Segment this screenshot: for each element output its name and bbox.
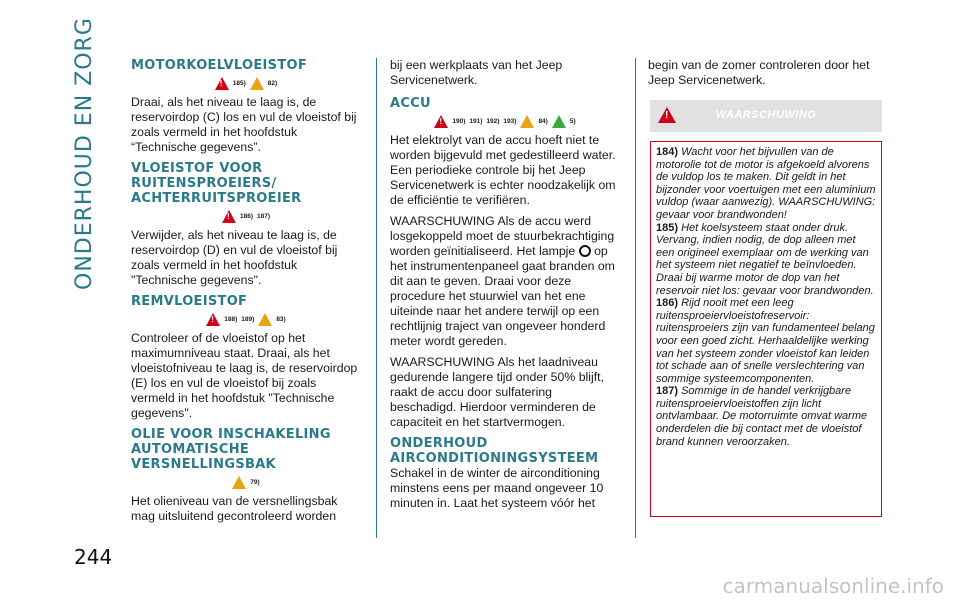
warning-text: Wacht voor het bijvullen van de motorolie tot de motor is afgekoeld alvorens de vuldop los te maken. Dit geldt in het bijzonder voor voertuigen met een aluminium vuldop (waar aanwezig). WAARSCHUWING: gevaar voor brandwonden! [656, 146, 876, 221]
reference-icons [131, 474, 361, 490]
reference-icons [131, 75, 361, 91]
watermark: carmanualsonline.info [722, 574, 944, 598]
ref-number: 5) [569, 117, 576, 125]
ref-number: 84) [538, 117, 548, 125]
side-section-title [72, 17, 112, 300]
page-number: 244 [74, 545, 113, 569]
paragraph: bij een werkplaats van het Jeep Servicenetwerk. [390, 58, 563, 87]
reference-icons [131, 311, 361, 327]
section-heading-airco: ONDERHOUD AIRCONDITIONINGSYSTEEM [390, 436, 599, 466]
warning-text: Rijd nooit met een leeg ruitensproeiervloeistofreservoir: ruitensproeiers zijn van fundamenteel belang voor een goed zicht. Herhaaldelijke werking van het systeem zonder vloeistof kan leiden tot schade aan of snelle verslechtering van sommige systeemcomponenten. [656, 297, 875, 385]
paragraph: WAARSCHUWING Als het laadniveau gedurende langere tijd onder 50% blijft, raakt de accu door sulfatering beschadigd. Hierdoor verminderen de capaciteit en het startvermogen. [390, 355, 604, 429]
warning-text: Het koelsysteem staat onder druk. Vervang, indien nodig, de dop alleen met een origineel exemplaar om de werking van het systeem niet negatief te beïnvloeden. Draai bij warme motor de dop van het reservoir niet los: gevaar voor brandwonden. [656, 221, 874, 297]
paragraph: Schakel in de winter de airconditioning minstens eens per maand ongeveer 10 minuten in. Laat het systeem vóór het [390, 466, 604, 510]
warning-number: 185) [656, 221, 679, 234]
ref-number: 79) [250, 478, 260, 486]
section-heading-olie-versnellingsbak: OLIE VOOR INSCHAKELING AUTOMATISCHE VERSNELLINGSBAK [131, 427, 331, 472]
ref-number: 185) [232, 79, 246, 87]
warning-number: 184) [656, 146, 679, 158]
section-heading-ruitensproeiers: VLOEISTOF VOOR RUITENSPROEIERS/ ACHTERRUITSPROEIER [131, 161, 302, 206]
paragraph: begin van de zomer controleren door het Jeep Servicenetwerk. [648, 58, 870, 87]
caution-icon [232, 476, 246, 489]
warning-number: 187) [656, 385, 679, 398]
warning-item [656, 222, 876, 298]
section-heading-accu: ACCU [390, 96, 431, 111]
warning-triangle-icon [222, 210, 236, 223]
reference-icons [390, 113, 620, 129]
steering-warning-lamp-icon [579, 245, 591, 257]
paragraph-part: WAARSCHUWING Als de accu werd losgekoppeld moet de stuurbekrachtiging worden geïnitialiseerd. Het lampje [390, 214, 615, 258]
ref-number: 192) [486, 117, 500, 125]
warning-item [656, 146, 876, 222]
warning-triangle-icon [434, 115, 448, 128]
column-2 [390, 58, 620, 511]
warning-triangle-icon [215, 77, 229, 90]
paragraph: Draai, als het niveau te laag is, de reservoirdop (C) los en vul de vloeistof bij zoals vermeld in het hoofdstuk “Technische gegevens”. [131, 95, 357, 154]
caution-icon [250, 77, 264, 90]
ref-number: 191) [469, 117, 483, 125]
paragraph: Het olieniveau van de versnellingsbak mag uitsluitend gecontroleerd worden [131, 494, 338, 523]
warning-number: 186) [656, 297, 679, 310]
caution-icon [520, 115, 534, 128]
warning-text: Sommige in de handel verkrijgbare ruitensproeiervloeistoffen zijn licht ontvlambaar. De motorruimte omvat warme onderdelen die bij contact met de vloeistof brand kunnen veroorzaken. [656, 385, 868, 448]
warning-item [656, 297, 876, 385]
column-3 [648, 58, 883, 88]
warning-header [650, 100, 882, 132]
paragraph: Het elektrolyt van de accu hoeft niet te worden bijgevuld met gedestilleerd water. Een periodieke controle bij het Jeep Servicenetwerk is echter noodzakelijk om de efficiëntie te verifiëren. [390, 133, 616, 207]
ref-number: 188) [224, 315, 238, 323]
reference-icons [131, 208, 361, 224]
warning-title: WAARSCHUWING [715, 109, 817, 121]
ref-number: 187) [257, 212, 271, 220]
ref-number: 190) [452, 117, 466, 125]
paragraph-part: op het instrumentenpaneel gaat branden om dit aan te geven. Draai voor deze procedure het stuurwiel van het ene uiteinde naar het andere terwijl op een rechtlijnig traject van ongeveer honderd meter wordt gereden. [390, 244, 615, 348]
paragraph [390, 214, 620, 349]
section-title-text: ONDERHOUD EN ZORG [72, 17, 97, 290]
ref-number: 186) [239, 212, 253, 220]
caution-icon [258, 313, 272, 326]
section-heading-motorkoelvloeistof: MOTORKOELVLOEISTOF [131, 58, 308, 73]
ref-number: 193) [503, 117, 517, 125]
paragraph: Verwijder, als het niveau te laag is, de reservoirdop (D) en vul de vloeistof bij zoals vermeld in het hoofdstuk "Technische gegevens". [131, 228, 338, 287]
warning-box [650, 141, 882, 517]
column-1 [131, 58, 361, 524]
ref-number: 189) [241, 315, 255, 323]
warning-triangle-icon [206, 313, 220, 326]
warning-item [656, 385, 876, 448]
ref-number: 82) [267, 79, 278, 87]
environment-icon [552, 115, 566, 128]
paragraph: Controleer of de vloeistof op het maximumniveau staat. Draai, als het vloeistofniveau te laag is, de reservoirdop (E) los en vul de vloeistof bij zoals vermeld in het hoofdstuk "Technische gegevens". [131, 331, 358, 420]
column-divider [376, 58, 377, 538]
ref-number: 83) [276, 315, 286, 323]
column-divider [635, 58, 636, 538]
section-heading-remvloeistof: REMVLOEISTOF [131, 294, 248, 309]
